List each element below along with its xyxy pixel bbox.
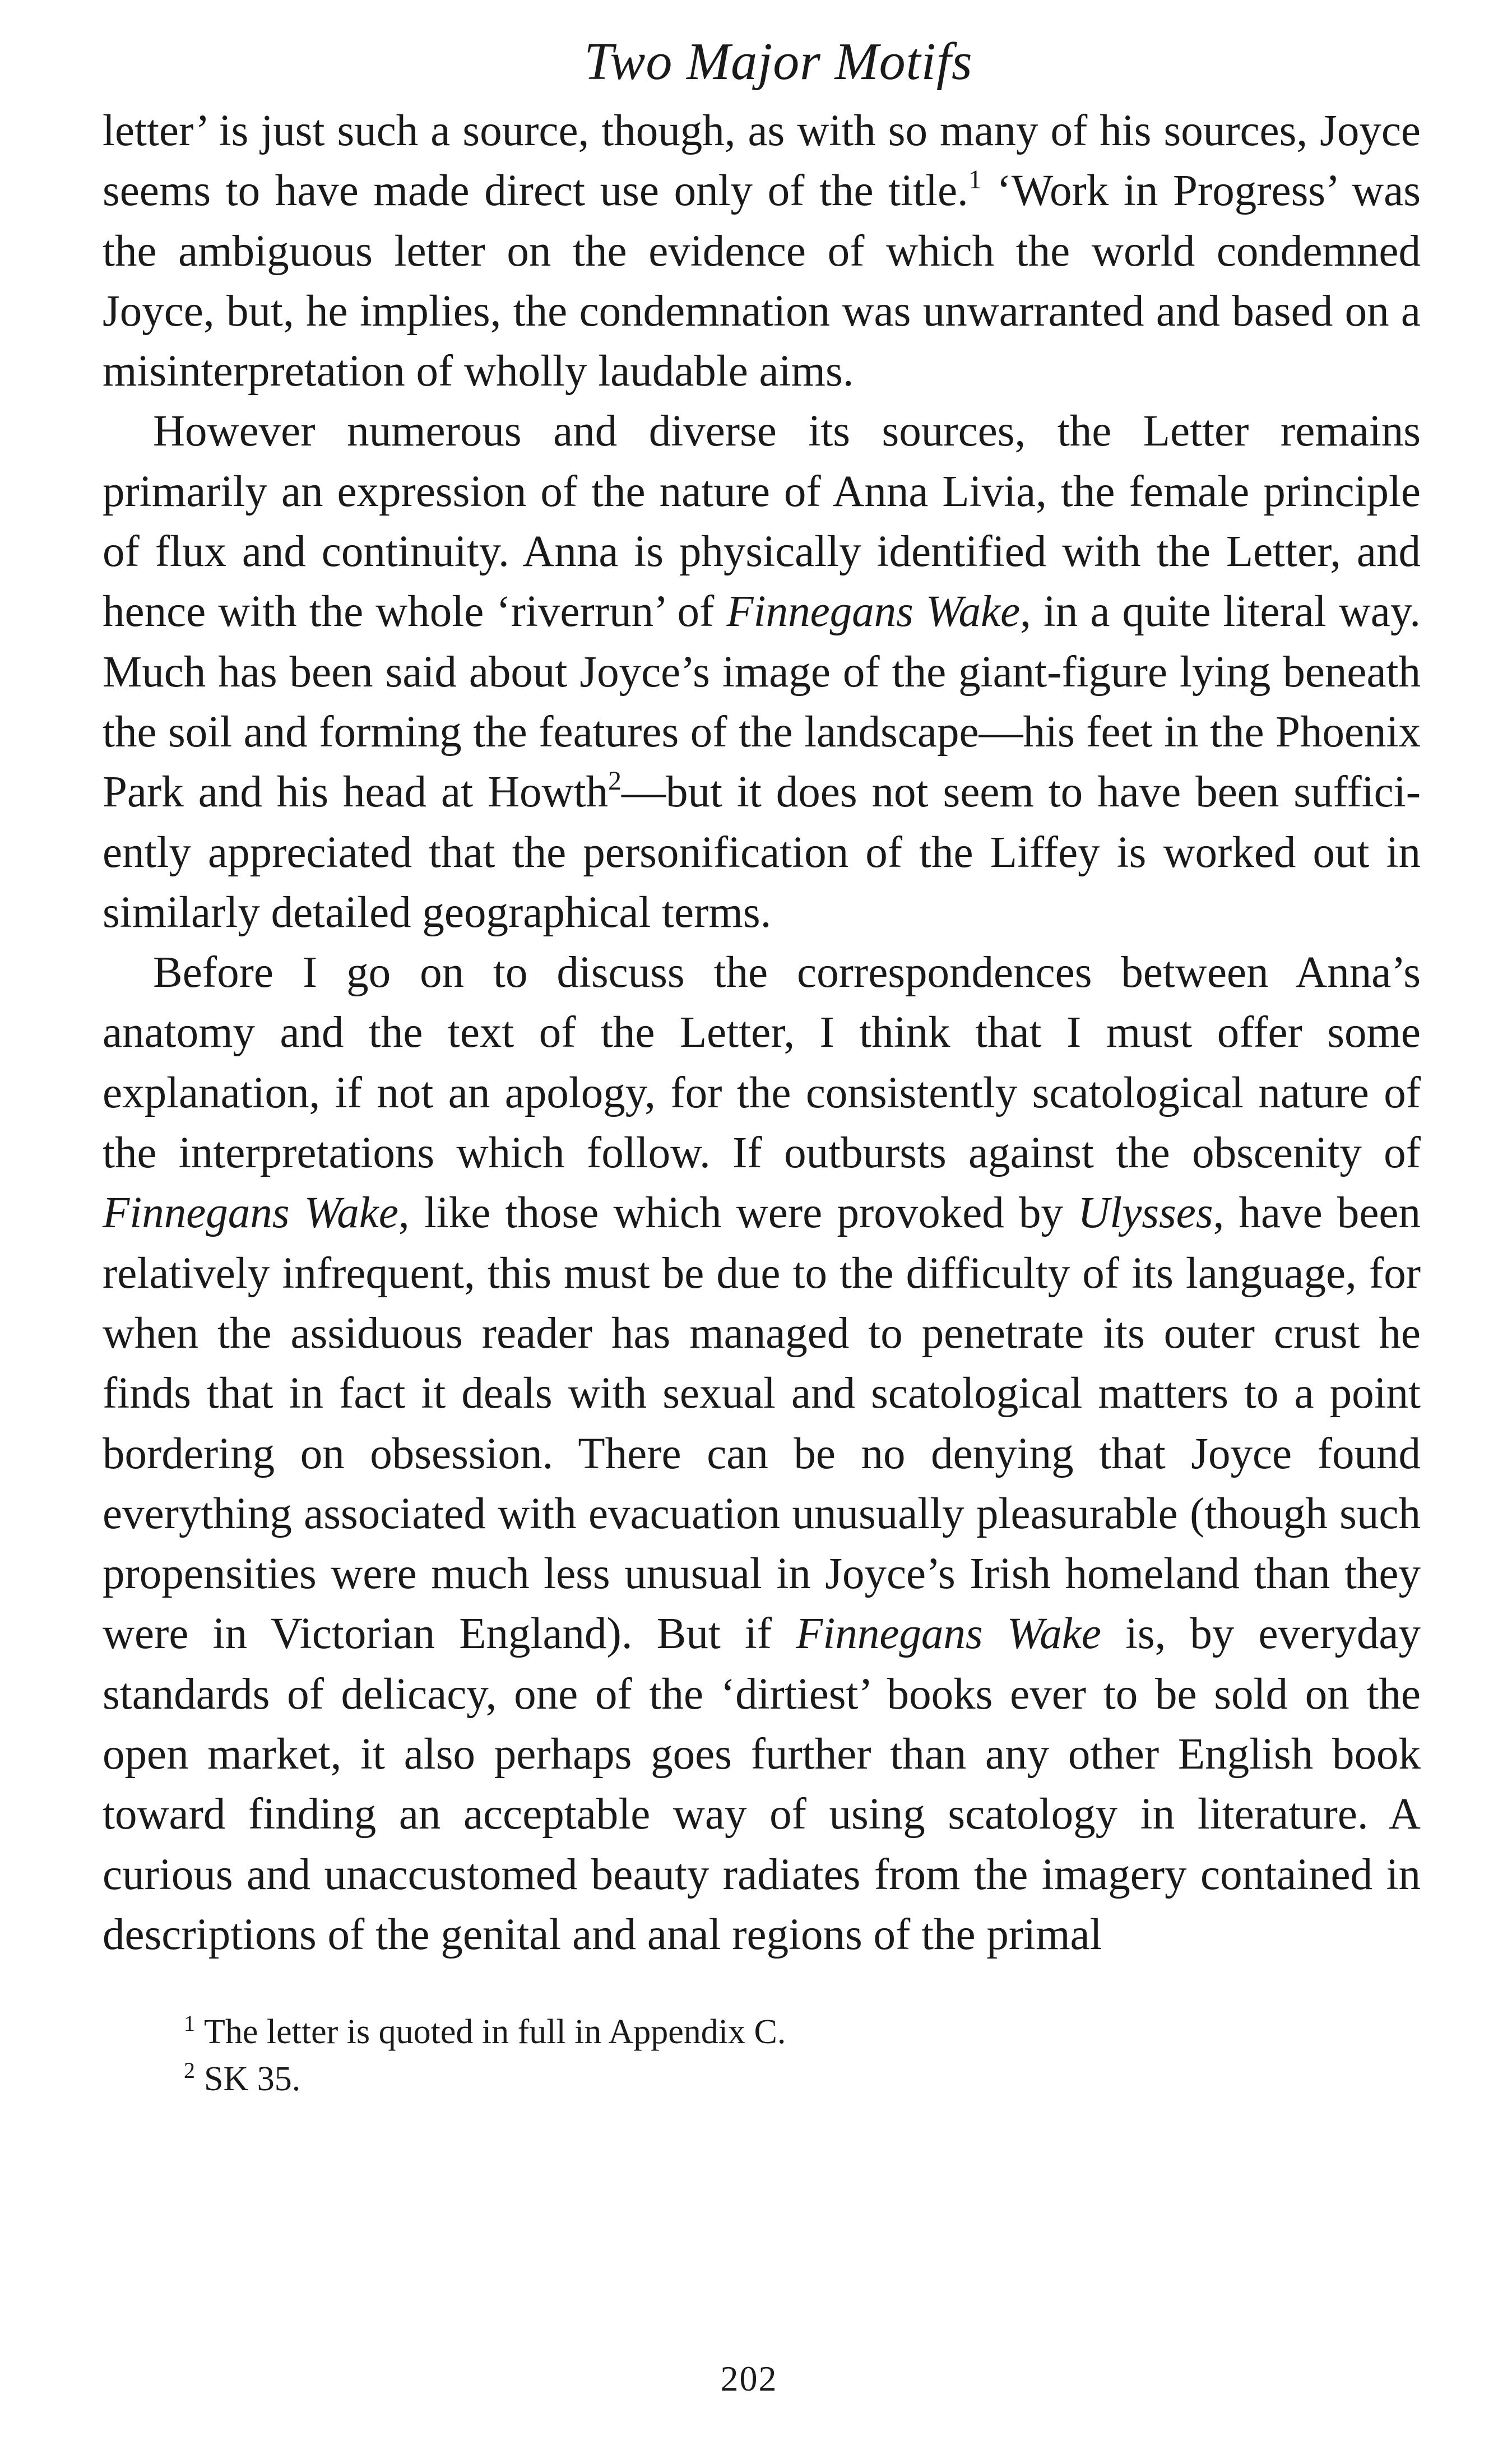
text-run: ‘Work in Progress’ was the ambiguous letter on the evidence of which the world condemned Joyce, but, he implies, the condemnation was unwarranted and based on a misinterpretation of wholly laudable aims. [103,166,1421,396]
footnote-text: SK 35. [204,2060,301,2099]
page [103,22,1421,2103]
italic-title: Finnegans Wake [796,1609,1101,1659]
italic-title: Finnegans Wake [103,1189,398,1238]
italic-title: Ulysses [1078,1189,1213,1238]
text-run: Before I go on to discuss the correspondences between Anna’s anatomy and the text of the Letter, I think that I must offer some explanation, if not an apology, for the consistently scatological nature of the interpretations which follow. If outbursts against the obscenity of [103,948,1421,1178]
text-run: letter’ is just such a source, though, as with so many of his sources, Joyce seems to have made direct use only of the title. [103,106,1421,216]
text-run: , have been relatively infrequent, this must be due to the difficulty of its language, for when the assiduous reader has managed to penetrate its outer crust he finds that in fact it deals with sexual and scatological matters to a point bordering on obsession. There can be no denying that Joyce found everything associated with evacuation unusually pleasurable (though such propensities were much less unusual in Joyce’s Irish homeland than they were in Victorian England). But if [103,1189,1421,1659]
paragraph [103,101,1421,401]
footnote-reference: 2 [608,766,622,796]
footnote-text: The letter is quoted in full in Appendix C. [204,2013,786,2052]
footnote-2 [184,2055,1421,2103]
footnote-1 [184,2008,1421,2055]
paragraph [103,401,1421,943]
text-run: , in a quite literal way. Much has been said about Joyce’s image of the giant-figure lying beneath the soil and forming the features of the landscape—his feet in the Phoenix Park and his head at Howth [103,587,1421,817]
footnote-mark: 1 [184,2011,195,2036]
footnote-mark: 2 [184,2058,195,2084]
paragraph [103,943,1421,1965]
text-run: , like those which were provoked by [398,1189,1078,1238]
body-text [103,101,1421,1965]
text-run: is, by everyday standards of delicacy, one of the ‘dirtiest’ books ever to be sold on the open market, it also perhaps goes further than any other English book toward finding an acceptable way of using scatology in literature. A curious and unaccustomed beauty radiates from the imagery contained in descriptions of the genital and anal regions of the primal [103,1609,1421,1959]
footnotes [184,2008,1421,2103]
italic-title: Finnegans Wake [726,587,1021,637]
footnote-reference: 1 [968,165,982,195]
running-head: Two Major Motifs [584,33,973,91]
text-run: —but it does not seem to have been sufficiently appreciated that the personification of the Liffey is worked out in similarly detailed geographical terms. [103,768,1421,937]
text-run: However numerous and diverse its sources, the Letter remains primarily an expression of the nature of Anna Livia, the female principle of flux and continuity. Anna is physically identified with the Letter, and hence with the whole ‘riverrun’ of [103,407,1421,637]
page-number: 202 [720,2359,778,2398]
